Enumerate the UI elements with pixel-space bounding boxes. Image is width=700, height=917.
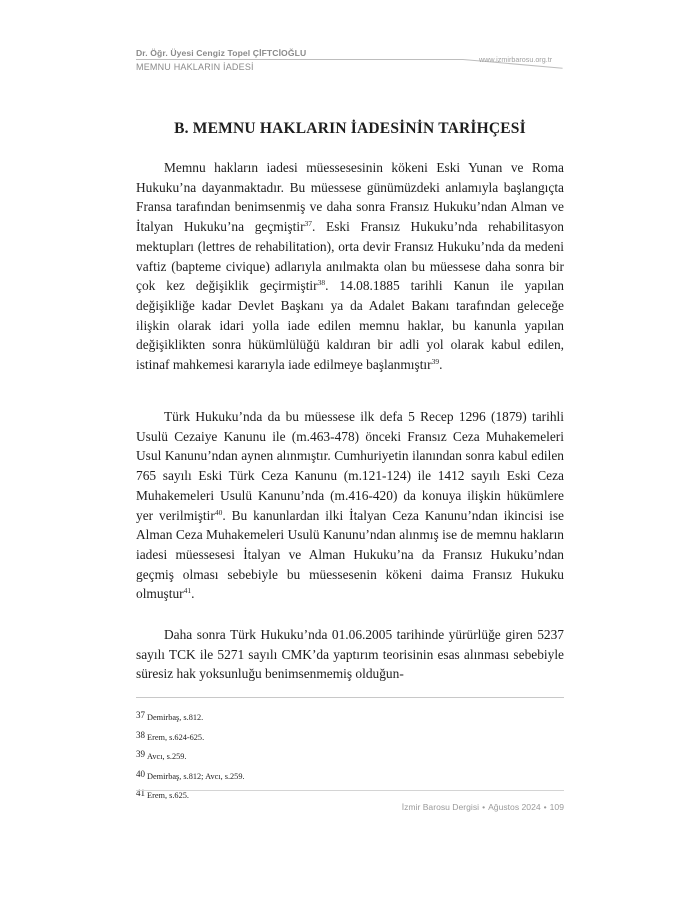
footnote	[136, 726, 564, 746]
footnote-ref: 40	[214, 507, 223, 517]
footnote-text: Erem, s.624-625.	[147, 732, 205, 742]
paragraph-text: Memnu hakların iadesi müessesesinin kökeni Eski Yunan ve Roma Hukuku’na dayanmaktadır. Bu müessese günümüzdeki anlamıyla başlangıçta Fransa tarafından benimsenmiş ve daha sonra Fransız Hukuku’ndan Alman ve İtalyan Hukuku’na geçmiştir	[136, 160, 564, 235]
footer-rule	[136, 790, 564, 791]
footnote-ref: 37	[304, 219, 313, 229]
paragraph-text: .	[191, 586, 195, 602]
header-rule	[136, 59, 463, 60]
footer-separator: •	[482, 802, 486, 812]
footer-journal: İzmir Barosu Dergisi	[401, 802, 480, 812]
header-website: www.izmirbarosu.org.tr	[479, 55, 553, 64]
footnote-ref: 41	[183, 586, 192, 596]
paragraph-text: . 14.08.1885 tarihli Kanun ile yapılan değişikliğe kadar Devlet Başkanı ya da Adalet Bakanı tarafından geleceğe ilişkin olarak idari yolla iade edilen memnu haklar, bu kanunla yapılan değişiklikten sonra hükümlülüğü kaldıran bir adli yol olarak kabul edilen, istinaf mahkemesi kararıyla iade edilmeye başlanmıştır	[136, 278, 564, 373]
paragraph-text: . Bu kanunlardan ilki İtalyan Ceza Kanunu’ndan ikincisi ise Alman Ceza Muhakemeleri Usulü Kanunu’ndan alınmış ise de memnu hakların iadesi müessesesi İtalyan ve Alman Hukuku’na da Fransız Hukuku’ndan geçmiş olması sebebiyle bu müessesenin kökeni daima Fransız Hukuku olmuştur	[136, 507, 564, 602]
footnote-number: 39	[136, 749, 145, 760]
footer-separator: •	[543, 802, 547, 812]
footnote-ref: 39	[431, 357, 440, 367]
footnote-number: 41	[136, 788, 145, 799]
footnote-text: Demirbaş, s.812; Avcı, s.259.	[147, 771, 245, 781]
body-paragraph-2	[136, 407, 564, 604]
footnote	[136, 706, 564, 726]
paragraph-text: .	[439, 357, 443, 373]
footnote-text: Erem, s.625.	[147, 791, 189, 801]
footnote-text: Avcı, s.259.	[147, 752, 187, 762]
paragraph-text: . Eski Fransız Hukuku’nda rehabilitasyon mektupları (lettres de rehabilitation), orta devir Fransız Hukuku’nda da medeni vaftiz (bapteme civique) adlarıyla anılmakta olan bu müessese daha sonra bir çok kez değişiklik geçirmiştir	[136, 219, 564, 294]
footnote-number: 40	[136, 768, 145, 779]
paragraph-text: Daha sonra Türk Hukuku’nda 01.06.2005 tarihinde yürürlüğe giren 5237 sayılı TCK ile 5271 sayılı CMK’da yaptırım teorisinin esas alınması sebebiyle süresiz hak yoksunluğu benimsenmemiş olduğun-	[136, 627, 564, 682]
header-author: Dr. Öğr. Üyesi Cengiz Topel ÇİFTCİOĞLU	[136, 48, 307, 58]
page-number: 109	[549, 802, 564, 812]
section-heading: B. MEMNU HAKLARIN İADESİNİN TARİHÇESİ	[174, 120, 526, 137]
paragraph-text: Türk Hukuku’nda da bu müessese ilk defa 5 Recep 1296 (1879) tarihli Usulü Cezaiye Kanunu ile (m.463-478) önceki Fransız Ceza Muhakemeleri Usul Kanunu’ndan aynen alınmıştır. Cumhuriyetin ilanından sonra kabul edilen 765 sayılı Eski Türk Ceza Kanunu (m.121-124) ile 1412 sayılı Eski Ceza Muhakemeleri Usulü Kanunu’nda (m.416-420) da konuya ilişkin hükümlere yer verilmiştir	[136, 409, 564, 523]
footnote	[136, 745, 564, 765]
footnote-rule	[136, 697, 564, 698]
body-paragraph-1	[136, 158, 564, 375]
footnote-text: Demirbaş, s.812.	[147, 713, 204, 722]
footnote-number: 37	[136, 710, 145, 720]
footer-date: Ağustos 2024	[488, 802, 541, 812]
page-footer	[402, 802, 564, 812]
header-running-title: MEMNU HAKLARIN İADESİ	[136, 62, 254, 72]
footnote-number: 38	[136, 729, 145, 740]
footnote-ref: 38	[317, 278, 326, 288]
body-paragraph-3	[136, 625, 564, 684]
footnote	[136, 765, 564, 785]
